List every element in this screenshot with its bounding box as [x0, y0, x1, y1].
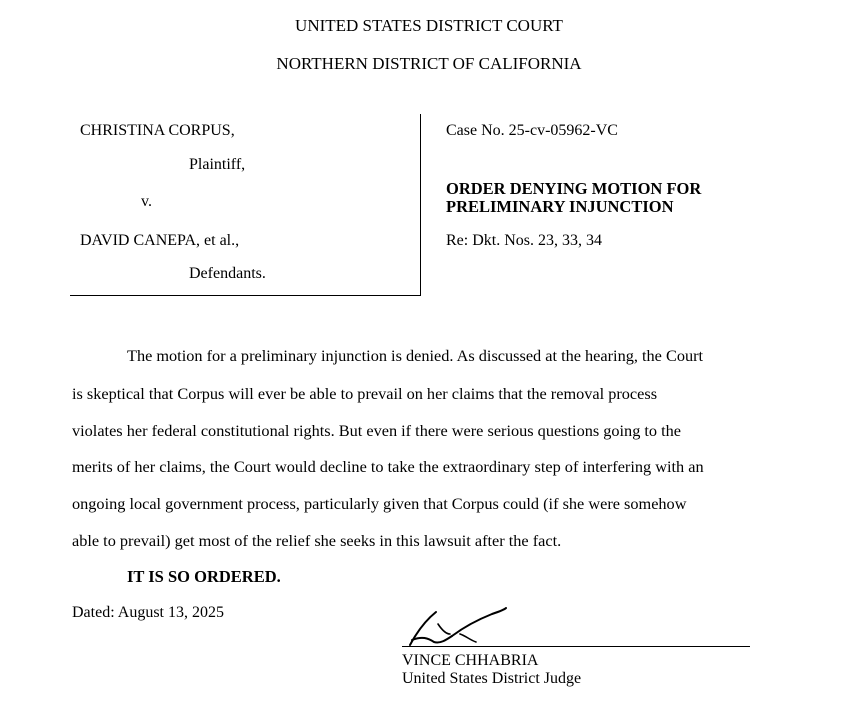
handwritten-signature [400, 600, 520, 650]
body-line: able to prevail) get most of the relief she seeks in this lawsuit after the fact. [72, 531, 562, 550]
signature-line [402, 646, 750, 647]
body-line: is skeptical that Corpus will ever be able to prevail on her claims that the removal process [72, 384, 658, 403]
versus-label: v. [141, 193, 152, 210]
plaintiff-role: Plaintiff, [189, 156, 246, 173]
caption-divider-horizontal [70, 295, 421, 296]
defendant-role: Defendants. [189, 265, 266, 282]
judge-name: VINCE CHHABRIA [402, 652, 539, 669]
so-ordered-statement: IT IS SO ORDERED. [127, 567, 281, 586]
body-line: violates her federal constitutional rights. But even if there were serious questions going to the [72, 421, 682, 440]
plaintiff-name: CHRISTINA CORPUS, [80, 122, 235, 139]
order-title-line-2: PRELIMINARY INJUNCTION [446, 197, 674, 216]
court-district: NORTHERN DISTRICT OF CALIFORNIA [276, 54, 582, 73]
order-title-line-1: ORDER DENYING MOTION FOR [446, 179, 702, 198]
date-line: Dated: August 13, 2025 [72, 604, 224, 621]
case-number: Case No. 25-cv-05962-VC [446, 122, 618, 139]
body-line: merits of her claims, the Court would decline to take the extraordinary step of interfering with an [72, 457, 704, 476]
docket-reference: Re: Dkt. Nos. 23, 33, 34 [446, 232, 602, 249]
court-name: UNITED STATES DISTRICT COURT [295, 16, 563, 35]
body-line: The motion for a preliminary injunction is denied. As discussed at the hearing, the Court [127, 346, 704, 365]
body-line: ongoing local government process, particularly given that Corpus could (if she were somehow [72, 494, 687, 513]
judge-title: United States District Judge [402, 670, 582, 687]
caption-divider-vertical [420, 114, 421, 296]
defendant-name: DAVID CANEPA, et al., [80, 232, 240, 249]
